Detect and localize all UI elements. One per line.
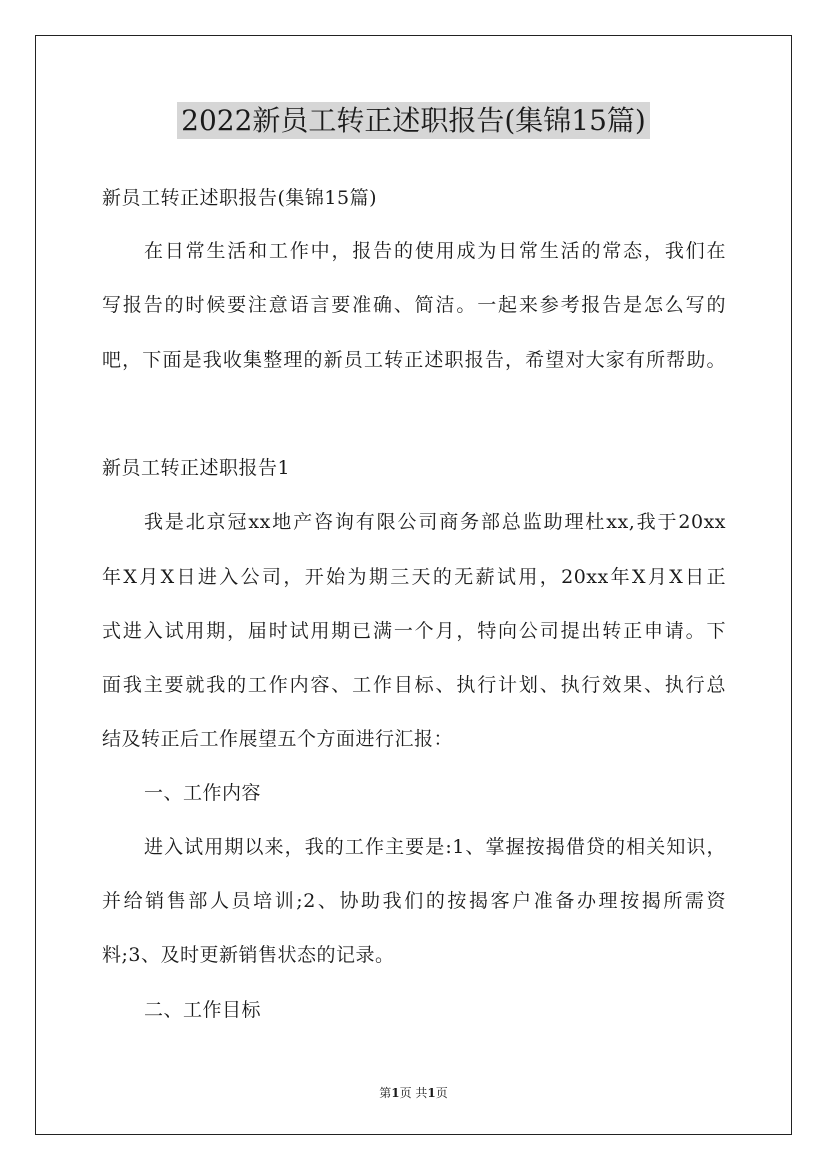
para1-line-1: 我是北京冠xx地产咨询有限公司商务部总监助理杜xx,我于20xx (144, 511, 726, 533)
document-title: 2022新员工转正述职报告(集锦15篇) (0, 99, 827, 139)
para2-line-1: 进入试用期以来，我的工作主要是:1、掌握按揭借贷的相关知识， (144, 836, 726, 858)
para1-line-4: 面我主要就我的工作内容、工作目标、执行计划、执行效果、执行总 (102, 674, 726, 696)
para1-line-2: 年X月X日进入公司，开始为期三天的无薪试用，20xx年X月X日正 (102, 566, 726, 588)
para1-line-3: 式进入试用期，届时试用期已满一个月，特向公司提出转正申请。下 (102, 620, 726, 642)
heading-work-content: 一、工作内容 (144, 782, 262, 804)
para1-line-5: 结及转正后工作展望五个方面进行汇报： (102, 728, 454, 750)
section-heading-1: 新员工转正述职报告1 (102, 457, 291, 479)
intro-line-2: 写报告的时候要注意语言要准确、简洁。一起来参考报告是怎么写的 (102, 294, 726, 316)
intro-line-1: 在日常生活和工作中，报告的使用成为日常生活的常态，我们在 (144, 240, 726, 262)
para2-line-2: 并给销售部人员培训;2、协助我们的按揭客户准备办理按揭所需资 (102, 890, 726, 912)
intro-line-3: 吧，下面是我收集整理的新员工转正述职报告，希望对大家有所帮助。 (102, 349, 726, 371)
document-subtitle: 新员工转正述职报告(集锦15篇) (102, 187, 378, 209)
para2-line-3: 料;3、及时更新销售状态的记录。 (102, 944, 395, 966)
heading-work-goal: 二、工作目标 (144, 999, 262, 1021)
page-footer: 第1页 共1页 (379, 1086, 448, 1100)
